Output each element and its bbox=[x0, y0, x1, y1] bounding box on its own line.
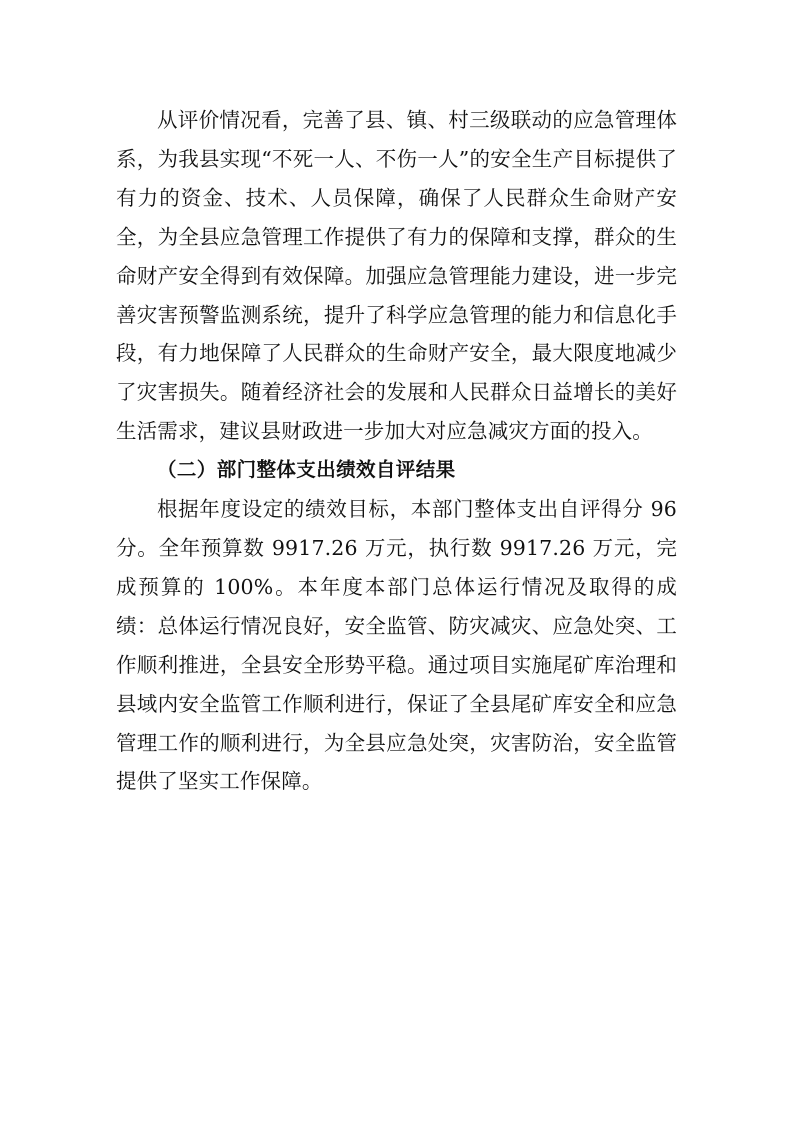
document-body bbox=[116, 101, 677, 801]
self-evaluation-paragraph: 根据年度设定的绩效目标，本部门整体支出自评得分 96 分。全年预算数 9917.26 万元，执行数 9917.26 万元，完成预算的 100%。本年度本部门总体运行情况及取得的成绩：总体运行情况良好，安全监管、防灾减灾、应急处突、工作顺利推进，全县安全形势平稳。通过项目实施尾矿库治理和县域内安全监管工作顺利进行，保证了全县尾矿库安全和应急管理工作的顺利进行，为全县应急处突，灾害防治，安全监管提供了坚实工作保障。 bbox=[116, 497, 677, 794]
evaluation-paragraph: 从评价情况看，完善了县、镇、村三级联动的应急管理体系，为我县实现“不死一人、不伤一人”的安全生产目标提供了有力的资金、技术、人员保障，确保了人民群众生命财产安全，为全县应急管理工作提供了有力的保障和支撑，群众的生命财产安全得到有效保障。加强应急管理能力建设，进一步完善灾害预警监测系统，提升了科学应急管理的能力和信息化手段，有力地保障了人民群众的生命财产安全，最大限度地减少了灾害损失。随着经济社会的发展和人民群众日益增长的美好生活需求，建议县财政进一步加大对应急减灾方面的投入。 bbox=[116, 108, 677, 444]
section-heading: （二）部门整体支出绩效自评结果 bbox=[157, 458, 456, 482]
